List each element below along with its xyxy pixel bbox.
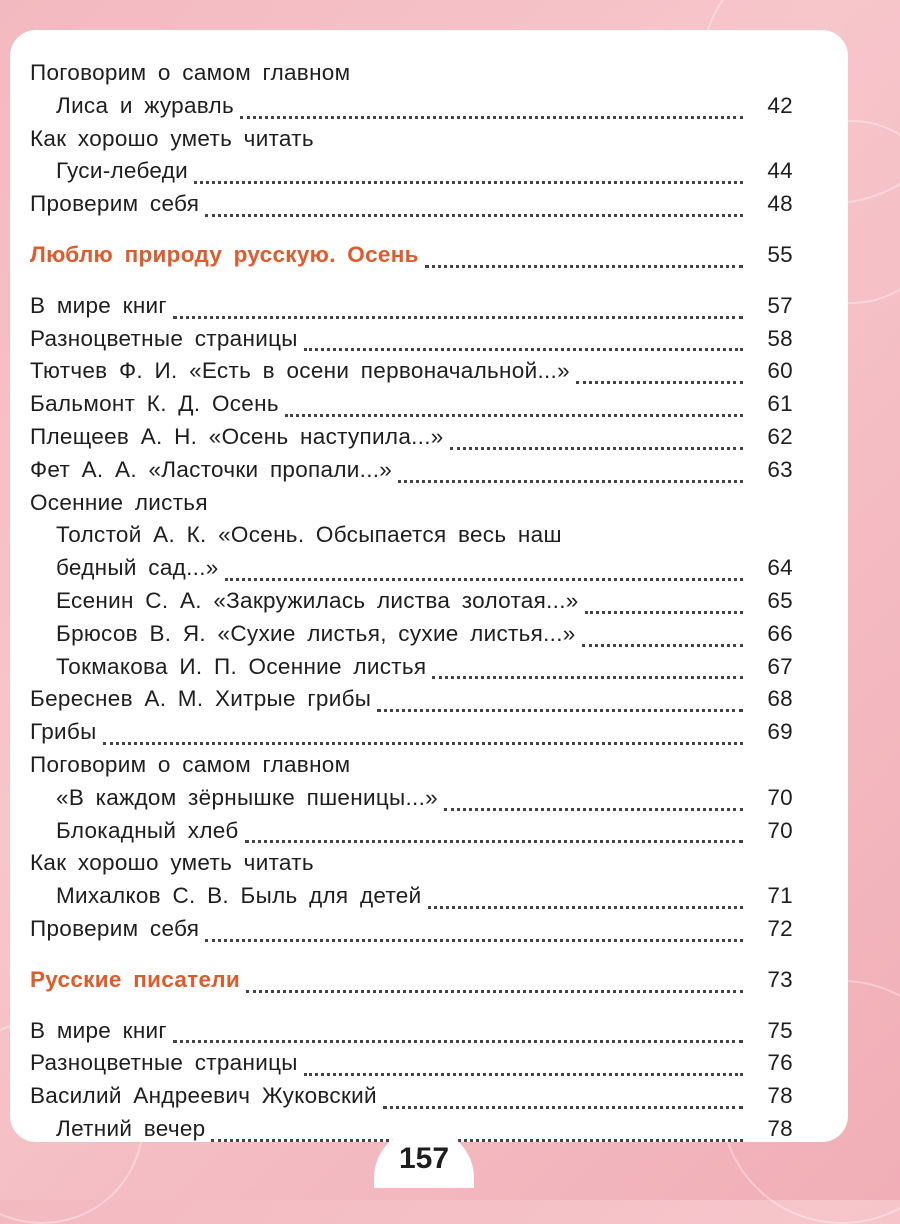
toc-entry[interactable]: [10, 126, 848, 159]
toc-entry-title: Тютчев Ф. И. «Есть в осени первоначальной...»: [30, 358, 570, 384]
toc-entry-title: Осенние листья: [30, 489, 208, 515]
toc-entry[interactable]: [10, 588, 848, 621]
toc-entry-title: Русские писатели: [30, 966, 241, 992]
dot-leader: [428, 906, 744, 909]
toc-entry-title: Проверим себя: [30, 191, 200, 217]
toc-entry-title: бедный сад...»: [56, 555, 219, 581]
dot-leader: [240, 116, 743, 119]
dot-leader: [173, 316, 743, 319]
toc-entry[interactable]: [10, 424, 848, 457]
toc-entry[interactable]: [10, 883, 848, 916]
dot-leader: [576, 381, 743, 384]
section-spacer: [10, 949, 848, 967]
dot-leader: [245, 840, 743, 843]
toc-entry[interactable]: [10, 158, 848, 191]
dot-leader: [377, 709, 743, 712]
toc-page-number: 75: [767, 1017, 793, 1043]
toc-entry-title: Люблю природу русскую. Осень: [30, 241, 419, 267]
toc-section-heading[interactable]: [10, 242, 848, 275]
toc-page-number: 58: [767, 325, 793, 351]
toc-page-number: 78: [767, 1115, 793, 1141]
toc-page-number: 61: [767, 391, 793, 417]
toc-entry-title: Бальмонт К. Д. Осень: [30, 391, 279, 417]
toc-entry-title: Гуси-лебеди: [56, 158, 189, 184]
content-page: [10, 30, 848, 1142]
dot-leader: [304, 1073, 743, 1076]
dot-leader: [450, 447, 743, 450]
toc-entry-title: Брюсов В. Я. «Сухие листья, сухие листья...»: [56, 620, 576, 646]
toc-entry-title: В мире книг: [30, 1017, 167, 1043]
dot-leader: [211, 1139, 743, 1142]
toc-page-number: 73: [767, 966, 793, 992]
dot-leader: [383, 1106, 743, 1109]
toc-page-number: 71: [767, 883, 793, 909]
toc-entry-title: Блокадный хлеб: [56, 817, 239, 843]
toc-page-number: 68: [767, 686, 793, 712]
toc-entry[interactable]: [10, 457, 848, 490]
toc-entry[interactable]: [10, 93, 848, 126]
toc-entry-title: «В каждом зёрнышке пшеницы...»: [56, 784, 438, 810]
section-spacer: [10, 224, 848, 242]
toc-entry[interactable]: [10, 293, 848, 326]
toc-page-number: 42: [767, 92, 793, 118]
toc-entry[interactable]: [10, 818, 848, 851]
dot-leader: [194, 181, 743, 184]
toc-entry[interactable]: [10, 555, 848, 588]
section-spacer: [10, 275, 848, 293]
toc-entry[interactable]: [10, 916, 848, 949]
dot-leader: [398, 480, 743, 483]
toc-entry-title: Как хорошо уметь читать: [30, 125, 314, 151]
toc-entry[interactable]: [10, 654, 848, 687]
dot-leader: [444, 808, 743, 811]
toc-entry-title: Грибы: [30, 719, 97, 745]
toc-page-number: 62: [767, 423, 793, 449]
toc-entry-title: Летний вечер: [56, 1115, 206, 1141]
toc-entry-title: В мире книг: [30, 292, 167, 318]
toc-page-number: 67: [767, 653, 793, 679]
toc-entry-title: Плещеев А. Н. «Осень наступила...»: [30, 423, 444, 449]
toc-page-number: 66: [767, 620, 793, 646]
dot-leader: [205, 214, 743, 217]
toc-entry-title: Василий Андреевич Жуковский: [30, 1083, 377, 1109]
toc-entry[interactable]: [10, 391, 848, 424]
toc-entry-title: Проверим себя: [30, 915, 200, 941]
toc-entry-title: Фет А. А. «Ласточки пропали...»: [30, 456, 393, 482]
toc-entry-title: Лиса и журавль: [56, 92, 234, 118]
toc-entry-title: Береснев А. М. Хитрые грибы: [30, 686, 372, 712]
dot-leader: [246, 990, 743, 993]
toc-entry[interactable]: [10, 358, 848, 391]
dot-leader: [285, 414, 743, 417]
dot-leader: [585, 611, 743, 614]
toc-entry-title: Поговорим о самом главном: [30, 751, 351, 777]
toc-entry[interactable]: [10, 522, 848, 555]
toc-page-number: 70: [767, 784, 793, 810]
toc-entry[interactable]: [10, 752, 848, 785]
toc-page-number: 70: [767, 817, 793, 843]
toc-entry[interactable]: [10, 686, 848, 719]
toc-entry[interactable]: [10, 850, 848, 883]
toc-page-number: 65: [767, 587, 793, 613]
toc-entry[interactable]: [10, 1018, 848, 1051]
toc-entry[interactable]: [10, 1050, 848, 1083]
dot-leader: [205, 939, 743, 942]
toc-entry[interactable]: [10, 621, 848, 654]
toc-page-number: 48: [767, 191, 793, 217]
dot-leader: [582, 644, 743, 647]
toc-entry-title: Толстой А. К. «Осень. Обсыпается весь наш: [56, 522, 562, 548]
toc-page-number: 76: [767, 1050, 793, 1076]
toc-entry[interactable]: [10, 326, 848, 359]
toc-entry-title: Разноцветные страницы: [30, 325, 298, 351]
toc-entry-title: Разноцветные страницы: [30, 1050, 298, 1076]
toc-page-number: 64: [767, 555, 793, 581]
toc-entry-title: Михалков С. В. Быль для детей: [56, 883, 422, 909]
toc-entry-title: Как хорошо уметь читать: [30, 850, 314, 876]
dot-leader: [432, 676, 743, 679]
toc-page-number: 44: [767, 158, 793, 184]
toc-entry[interactable]: [10, 785, 848, 818]
toc-entry-title: Поговорим о самом главном: [30, 60, 351, 85]
toc-page-number: 69: [767, 719, 793, 745]
toc-entry[interactable]: [10, 191, 848, 224]
toc-page-number: 55: [767, 241, 793, 267]
dot-leader: [173, 1040, 743, 1043]
toc-entry[interactable]: [10, 1083, 848, 1116]
toc-entry[interactable]: [10, 60, 848, 93]
section-spacer: [10, 1000, 848, 1018]
toc-page-number: 78: [767, 1083, 793, 1109]
dot-leader: [304, 348, 743, 351]
toc-entry[interactable]: [10, 490, 848, 523]
toc-page-number: 72: [767, 915, 793, 941]
toc-section-heading[interactable]: [10, 967, 848, 1000]
dot-leader: [425, 265, 743, 268]
dot-leader: [225, 578, 743, 581]
toc-page-number: 57: [767, 292, 793, 318]
toc-entry-title: Токмакова И. П. Осенние листья: [56, 653, 427, 679]
toc-page-number: 63: [767, 456, 793, 482]
toc-page-number: 60: [767, 358, 793, 384]
dot-leader: [103, 742, 743, 745]
table-of-contents: [10, 60, 848, 1149]
toc-entry-title: Есенин С. А. «Закружилась листва золотая...»: [56, 587, 579, 613]
toc-entry[interactable]: [10, 719, 848, 752]
page-number: 157: [374, 1128, 474, 1188]
